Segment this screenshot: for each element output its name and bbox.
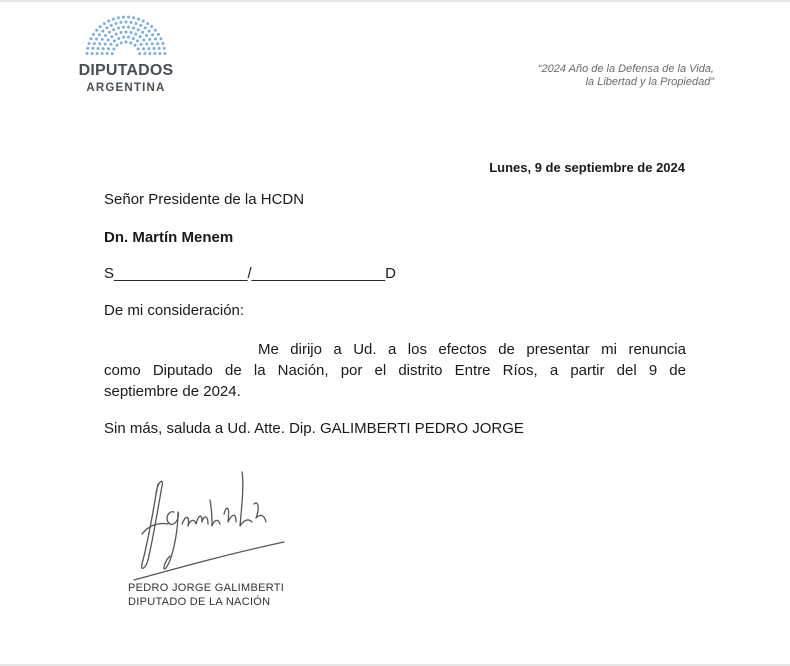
seat-dot	[139, 35, 142, 38]
seat-dot	[142, 38, 145, 41]
seat-dot	[135, 22, 138, 25]
seat-dot	[158, 52, 161, 55]
seat-dot	[136, 39, 139, 42]
salutation-abbrev: S________________/________________D	[104, 265, 396, 282]
seat-dot	[98, 33, 101, 36]
seat-dot	[129, 31, 132, 34]
seat-dot	[117, 37, 120, 40]
seat-dot	[130, 21, 133, 24]
motto-line-1: “2024 Año de la Defensa de la Vida,	[537, 63, 714, 75]
handwritten-signature	[128, 464, 288, 584]
body-line-1	[104, 339, 686, 360]
seat-dot	[95, 38, 98, 41]
seat-dot	[99, 25, 102, 28]
seat-dot	[116, 44, 119, 47]
seat-dot	[153, 52, 156, 55]
seat-dot	[137, 18, 140, 21]
seat-dot	[148, 52, 151, 55]
body-line-1-text: Me dirijo a Ud. a los efectos de presentar mi renuncia	[258, 341, 686, 358]
seat-dot	[127, 26, 130, 29]
seat-dot	[134, 33, 137, 36]
seat-dot	[151, 33, 154, 36]
seat-dot	[137, 28, 140, 31]
seat-dot	[154, 29, 157, 32]
seat-dot	[140, 43, 143, 46]
seat-dot	[157, 33, 160, 36]
seat-dot	[142, 47, 145, 50]
seat-dot	[137, 48, 140, 51]
seat-dot	[132, 37, 135, 40]
seat-dot	[132, 26, 135, 29]
seat-dot	[107, 38, 110, 41]
seat-dot	[148, 38, 151, 41]
seat-dot	[151, 42, 154, 45]
seat-dot	[122, 36, 125, 39]
chamber-seats-icon	[84, 14, 168, 58]
seat-dot	[102, 47, 105, 50]
seat-dot	[113, 39, 116, 42]
seat-dot	[88, 42, 91, 45]
seat-dot	[138, 52, 141, 55]
seat-dot	[144, 26, 147, 29]
seat-dot	[145, 34, 148, 37]
letter-date: Lunes, 9 de septiembre de 2024	[489, 160, 685, 175]
seat-dot	[114, 22, 117, 25]
seat-dot	[156, 42, 159, 45]
seat-dot	[125, 31, 128, 34]
seat-dot	[101, 38, 104, 41]
seat-dot	[111, 52, 114, 55]
seat-dot	[142, 20, 145, 23]
seat-dot	[127, 36, 130, 39]
seat-dot	[95, 29, 98, 32]
seat-dot	[103, 22, 106, 25]
seat-dot	[112, 18, 115, 21]
seat-dot	[105, 26, 108, 29]
recipient-name: Dn. Martín Menem	[104, 229, 234, 246]
seat-dot	[101, 52, 104, 55]
body-line-3: septiembre de 2024.	[104, 383, 241, 400]
seat-dot	[86, 47, 89, 50]
seat-dot	[158, 47, 161, 50]
seat-dot	[93, 42, 96, 45]
seat-dot	[104, 34, 107, 37]
seat-dot	[154, 38, 157, 41]
seat-dot	[91, 52, 94, 55]
seat-dot	[117, 16, 120, 19]
seat-dot	[117, 26, 120, 29]
seat-dot	[109, 43, 112, 46]
body-line-2: como Diputado de la Nación, por el distrito Entre Ríos, a partir del 9 de	[104, 362, 686, 379]
seat-dot	[108, 31, 111, 34]
logo-title: DIPUTADOS	[78, 62, 174, 79]
seat-dot	[112, 28, 115, 31]
seat-dot	[110, 35, 113, 38]
year-motto	[414, 63, 714, 89]
seat-dot	[163, 52, 166, 55]
seat-dot	[112, 48, 115, 51]
seat-dot	[153, 47, 156, 50]
seat-dot	[106, 52, 109, 55]
logo-subtitle: ARGENTINA	[86, 82, 166, 94]
seat-dot	[96, 52, 99, 55]
seat-dot	[161, 42, 164, 45]
seat-dot	[125, 41, 128, 44]
seat-dot	[159, 37, 162, 40]
seat-dot	[86, 52, 89, 55]
signatory-title: DIPUTADO DE LA NACIÓN	[128, 596, 271, 608]
body-paragraph	[104, 339, 686, 402]
seat-dot	[122, 16, 125, 19]
seat-dot	[134, 44, 137, 47]
seat-dot	[139, 24, 142, 27]
seat-dot	[148, 30, 151, 33]
signatory-name: PEDRO JORGE GALIMBERTI	[128, 582, 285, 594]
seat-dot	[129, 41, 132, 44]
seat-dot	[91, 47, 94, 50]
seat-dot	[92, 33, 95, 36]
seat-dot	[163, 47, 166, 50]
seat-dot	[110, 24, 113, 27]
seat-dot	[150, 25, 153, 28]
seat-dot	[96, 47, 99, 50]
top-border	[0, 0, 790, 2]
seat-dot	[90, 37, 93, 40]
diputados-logo	[74, 14, 178, 98]
seat-dot	[98, 42, 101, 45]
greeting: De mi consideración:	[104, 302, 245, 319]
seat-dot	[146, 22, 149, 25]
seat-dot	[119, 21, 122, 24]
seat-dot	[141, 31, 144, 34]
closing-line: Sin más, saluda a Ud. Atte. Dip. GALIMBERTI PEDRO JORGE	[104, 420, 524, 437]
seat-dot	[115, 33, 118, 36]
seat-dot	[147, 47, 150, 50]
seat-dot	[107, 20, 110, 23]
seat-dot	[120, 41, 123, 44]
seat-dot	[104, 43, 107, 46]
motto-line-2: la Libertad y la Propiedad”	[585, 76, 714, 88]
seat-dot	[143, 52, 146, 55]
seat-dot	[125, 21, 128, 24]
seat-dot	[145, 43, 148, 46]
seat-dot	[122, 26, 125, 29]
seat-dot	[120, 31, 123, 34]
recipient-line: Señor Presidente de la HCDN	[104, 191, 305, 208]
seat-dot	[132, 16, 135, 19]
seat-dot	[101, 30, 104, 33]
seat-dot	[107, 47, 110, 50]
seat-dot	[127, 16, 130, 19]
